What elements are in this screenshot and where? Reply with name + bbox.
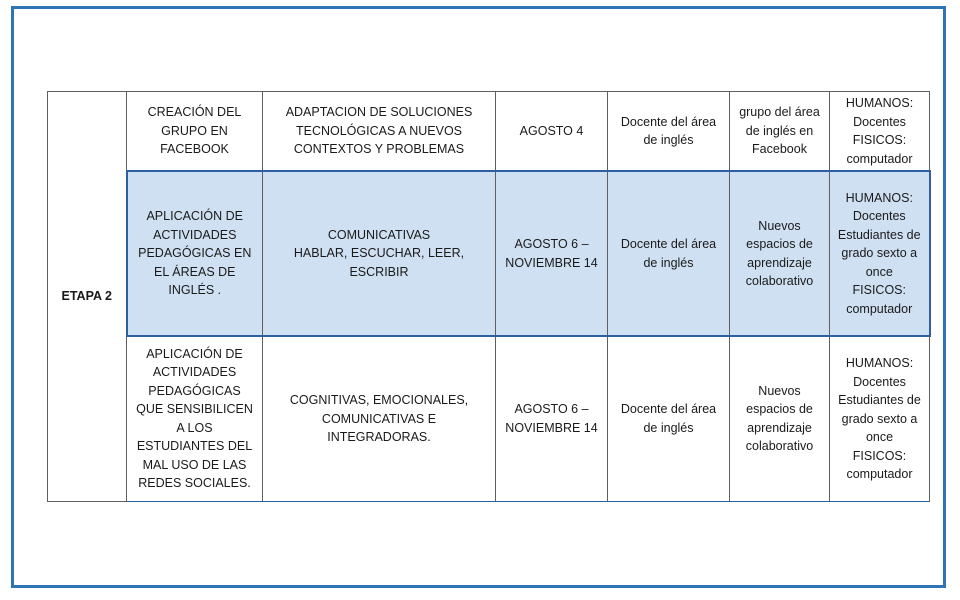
responsible-cell: Docente del área de inglés — [608, 92, 730, 172]
table-row — [48, 336, 930, 501]
resources-cell: HUMANOS: Docentes Estudiantes de grado sexto a once FISICOS: computador — [830, 336, 930, 501]
resources-cell: HUMANOS: Docentes FISICOS: computador — [830, 92, 930, 172]
responsible-cell: Docente del área de inglés — [608, 336, 730, 501]
activity-cell: CREACIÓN DEL GRUPO EN FACEBOOK — [127, 92, 263, 172]
date-cell: AGOSTO 4 — [496, 92, 608, 172]
space-cell: grupo del área de inglés en Facebook — [730, 92, 830, 172]
date-cell: AGOSTO 6 – NOVIEMBRE 14 — [496, 171, 608, 336]
stage-label: ETAPA 2 — [48, 92, 127, 502]
competences-cell: ADAPTACION DE SOLUCIONES TECNOLÓGICAS A NUEVOS CONTEXTOS Y PROBLEMAS — [263, 92, 496, 172]
activity-cell: APLICACIÓN DE ACTIVIDADES PEDAGÓGICAS QUE SENSIBILICEN A LOS ESTUDIANTES DEL MAL USO DE LAS REDES SOCIALES. — [127, 336, 263, 501]
resources-cell: HUMANOS: Docentes Estudiantes de grado sexto a once FISICOS: computador — [830, 171, 930, 336]
date-cell: AGOSTO 6 – NOVIEMBRE 14 — [496, 336, 608, 501]
space-cell: Nuevos espacios de aprendizaje colaborativo — [730, 336, 830, 501]
table-row — [48, 92, 930, 172]
table-row — [48, 171, 930, 336]
stage-plan-table — [47, 91, 931, 502]
competences-cell: COGNITIVAS, EMOCIONALES, COMUNICATIVAS E INTEGRADORAS. — [263, 336, 496, 501]
responsible-cell: Docente del área de inglés — [608, 171, 730, 336]
competences-cell: COMUNICATIVAS HABLAR, ESCUCHAR, LEER, ESCRIBIR — [263, 171, 496, 336]
activity-cell: APLICACIÓN DE ACTIVIDADES PEDAGÓGICAS EN EL ÁREAS DE INGLÉS . — [127, 171, 263, 336]
space-cell: Nuevos espacios de aprendizaje colaborativo — [730, 171, 830, 336]
